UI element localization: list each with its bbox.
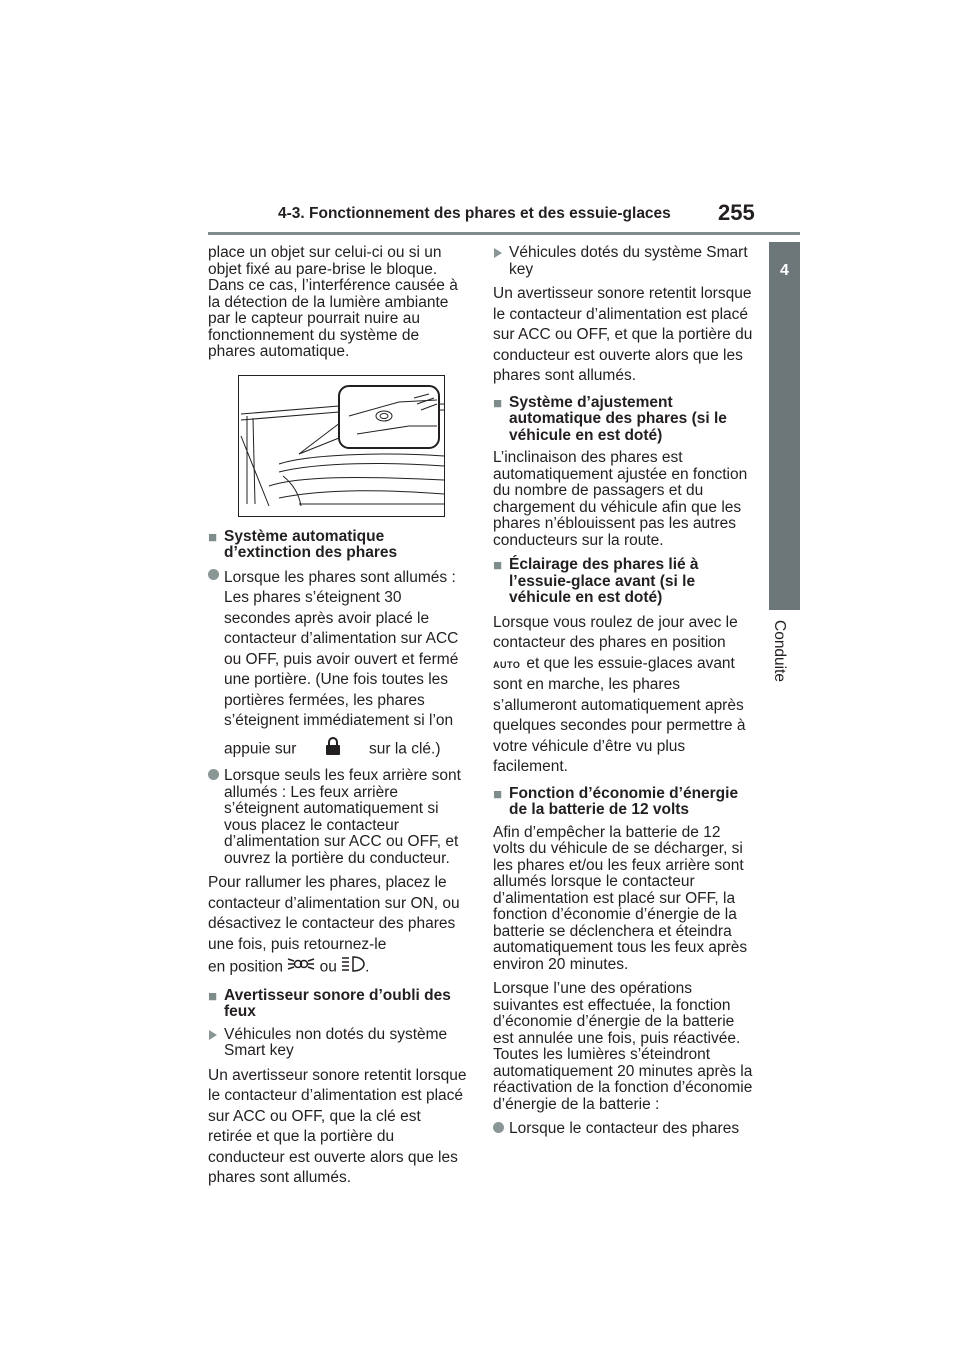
section-title: 4-3. Fonctionnement des phares et des essuie-glaces	[278, 205, 671, 222]
chapter-label: Conduite	[771, 620, 788, 683]
wiper-linked-cont: et que les essuie-glaces avant sont en marche, les phares s’allumeront automatiquement après quelques secondes pour permettre à votre véhicule d’être vu plus facilement.	[493, 654, 746, 775]
chapter-number: 4	[780, 262, 789, 279]
light-sensor-figure	[238, 375, 445, 517]
heading-auto-off: ■ Système automatique d’extinction des phares	[208, 527, 398, 561]
bullet-text: Lorsque le contacteur des phares	[509, 1120, 740, 1137]
position-mid: ou	[319, 958, 337, 976]
battery-saver-paragraph: Afin d’empêcher la batterie de 12 volts du véhicule de se décharger, si les phares et/ou les feux arrière sont allumés lorsque le contacteur d’alimentation est placé sur OFF, la fonction d’économie d’énergie de la batterie se déclenchera et éteindra automatiquement tous les feux après environ 20 minutes.	[493, 823, 748, 973]
headlight-icon	[341, 955, 365, 980]
tri-item-no-smart-key	[208, 1027, 468, 1060]
bullet-text: Lorsque les phares sont allumés : Les phares s’éteignent 30 secondes après avoir placé le contacteur d’alimentation sur ACC ou OFF, puis avoir ouvert et fermé une portière. (Une fois toutes les portières fermées, les phares s’éteignent immédiatement si l’on	[224, 568, 459, 729]
left-column	[208, 245, 468, 1197]
tri-text: Véhicules non dotés du système Smart key	[224, 1025, 448, 1059]
leveling-paragraph: L’inclinaison des phares est automatiquement ajustée en fonction du nombre de passagers et du chargement du véhicule afin que les phares n’éblouissent pas les autres conducteurs sur la route.	[493, 449, 748, 549]
heading-wiper-linked-text: Éclairage des phares lié à l’essuie-glace avant (si le véhicule en est doté)	[509, 556, 699, 606]
header-rule	[208, 232, 800, 235]
triangle-marker	[209, 1030, 217, 1040]
relight-paragraph: Pour rallumer les phares, placez le contacteur d’alimentation sur ON, ou désactivez le contacteur des phares une fois, puis retournez-le	[208, 874, 460, 953]
bullet-text: Lorsque seuls les feux arrière sont allumés : Les feux arrière s’éteignent automatiquement si vous placez le contacteur d’alimentation sur ACC ou OFF, et ouvrez la portière du conducteur.	[224, 767, 461, 867]
bullet-lock-line	[224, 736, 468, 763]
intro-paragraph: place un objet sur celui-ci ou si un objet fixé au pare-brise le bloque. Dans ce cas, l’interférence causée à la détection de la lumière ambiante par le capteur pourrait nuire au fonctionnement du système de phares automatique.	[208, 244, 458, 360]
heading-auto-leveling: ■ Système d’ajustement automatique des phares (si le véhicule en est doté)	[493, 393, 727, 444]
heading-battery-saver-text: Fonction d’économie d’énergie de la batterie de 12 volts	[509, 784, 739, 818]
buzzer-paragraph: Un avertisseur sonore retentit lorsque le contacteur d’alimentation est placé sur ACC ou OFF, que la clé est retirée et que la portière du conducteur est ouverte alors que les phares sont allumés.	[208, 1066, 467, 1186]
wiper-linked-text: Lorsque vous roulez de jour avec le contacteur des phares en position	[493, 613, 738, 651]
tri-item-smart-key	[493, 245, 755, 278]
chapter-label-box	[770, 620, 800, 720]
heading-auto-leveling-text: Système d’ajustement automatique des phares (si le véhicule en est doté)	[509, 393, 727, 444]
dashboard-light-sensor-illustration	[239, 376, 444, 516]
buzzer-paragraph-smart: Un avertisseur sonore retentit lorsque le contacteur d’alimentation est placé sur ACC ou OFF, et que la portière du conducteur est ouverte alors que les phares sont allumés.	[493, 285, 753, 384]
page-number: 255	[718, 200, 755, 225]
battery-reset-paragraph: Lorsque l’une des opérations suivantes est effectuée, la fonction d’économie d’énergie de la batterie est annulée une fois, puis réactivée. Toutes les lumières s’éteindront automatiquement 20 minutes après la réactivation de la fonction d’économie d’énergie de la batterie :	[493, 980, 753, 1113]
heading-light-reminder: ■ Avertisseur sonore d’oubli des feux	[208, 986, 451, 1020]
position-pre: en position	[208, 958, 283, 976]
right-column	[493, 245, 755, 1144]
relight-position-line	[208, 955, 468, 980]
tri-text: Véhicules dotés du système Smart key	[509, 244, 748, 278]
chapter-tab[interactable]	[769, 242, 800, 610]
heading-light-reminder-text: Avertisseur sonore d’oubli des feux	[224, 986, 451, 1020]
heading-auto-off-text: Système automatique d’extinction des phares	[224, 527, 398, 561]
auto-label: AUTO	[493, 659, 521, 670]
heading-battery-saver: ■ Fonction d’économie d’énergie de la batterie de 12 volts	[493, 784, 739, 818]
tail-light-icon	[287, 956, 315, 979]
bullet-dot	[208, 569, 219, 580]
position-end: .	[365, 958, 370, 976]
bullet-lock-post: sur la clé.)	[369, 739, 441, 757]
bullet-lock-pre: appuie sur	[224, 739, 297, 757]
wiper-linked-paragraph	[493, 613, 755, 778]
bullet-dot	[493, 1122, 504, 1133]
bullet-tail-lights	[208, 768, 468, 867]
bullet-headlights-on	[208, 568, 468, 763]
lock-icon	[325, 736, 341, 763]
bullet-headlight-switch	[493, 1121, 755, 1138]
triangle-marker	[494, 248, 502, 258]
bullet-dot	[208, 769, 219, 780]
heading-wiper-linked: ■ Éclairage des phares lié à l’essuie-glace avant (si le véhicule en est doté)	[493, 556, 699, 606]
